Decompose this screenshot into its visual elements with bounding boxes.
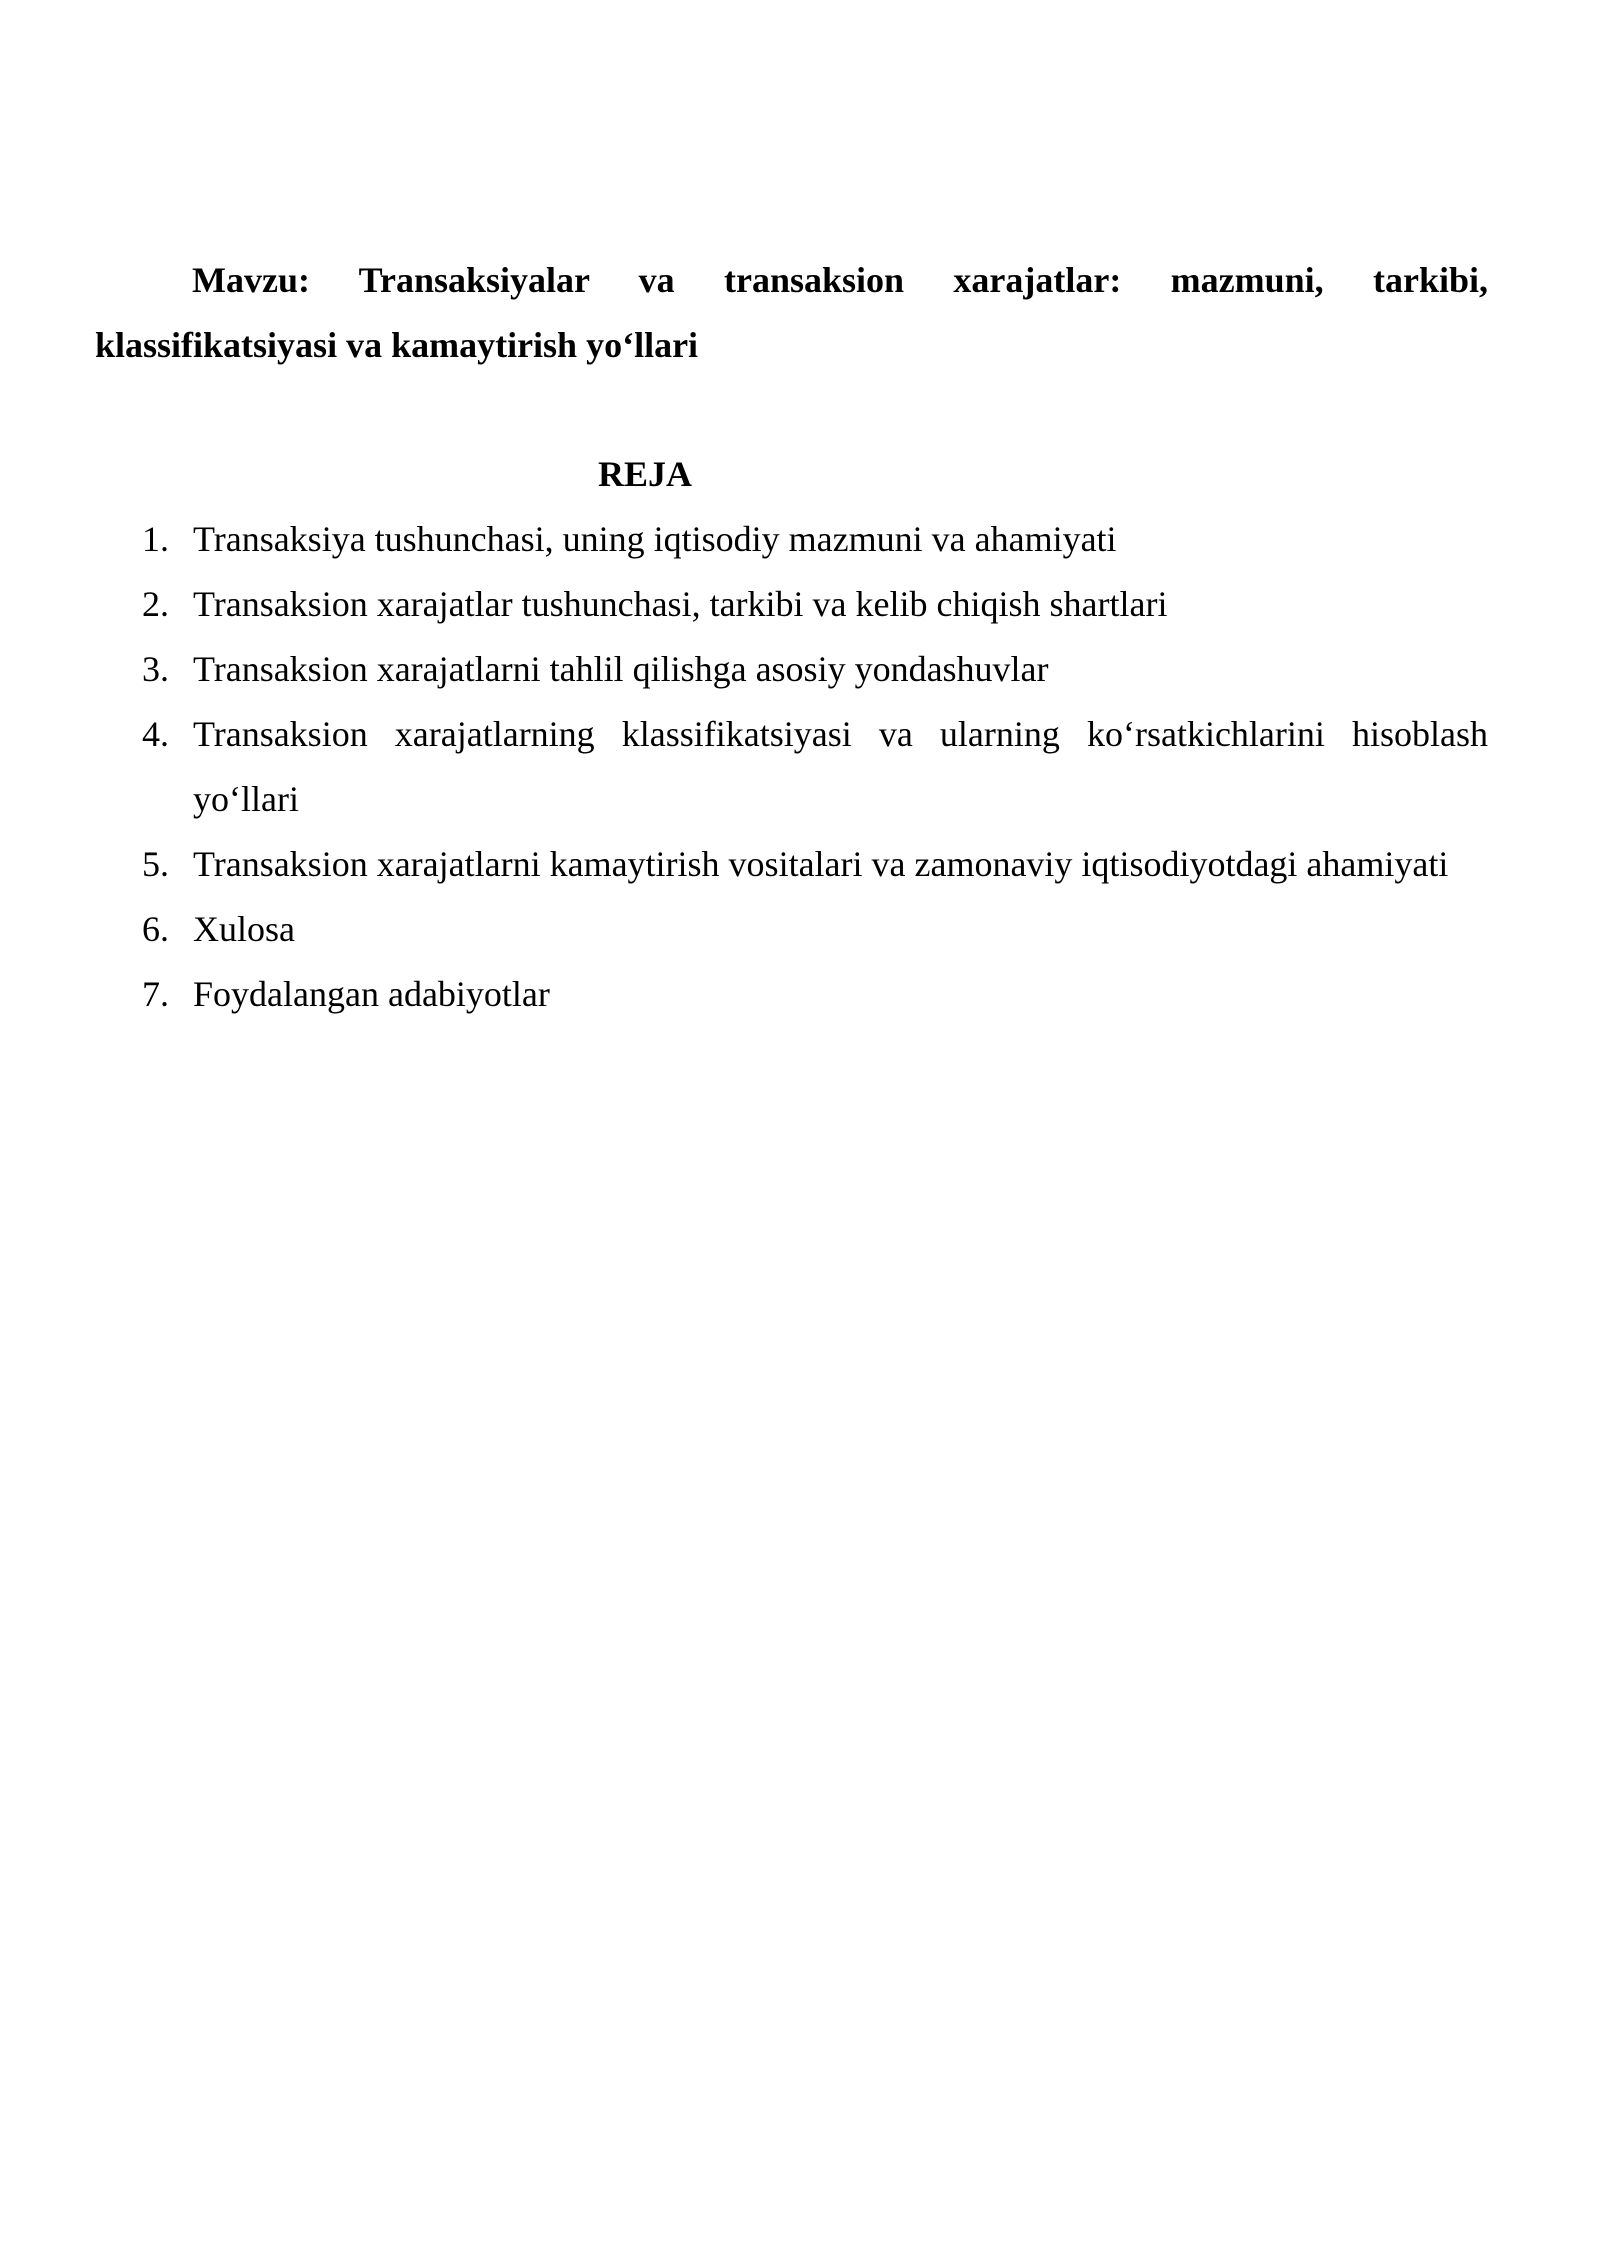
- plan-list: [95, 507, 1488, 1027]
- plan-item-text: Transaksion xarajatlarni kamaytirish vositalari va zamonaviy iqtisodiyotdagi ahamiyati: [193, 844, 1449, 884]
- plan-title: REJA: [597, 454, 692, 494]
- plan-item-text: Transaksion xarajatlarning klassifikatsiyasi va ularning ko‘rsatkichlarini hisoblash yo‘llari: [193, 714, 1488, 819]
- plan-item-5: [95, 832, 1488, 897]
- plan-item-number: 2.: [142, 584, 169, 624]
- plan-item-3: [95, 637, 1488, 702]
- plan-item-number: 3.: [142, 649, 169, 689]
- plan-item-number: 5.: [142, 844, 169, 884]
- plan-item-number: 1.: [142, 519, 169, 559]
- plan-item-2: [95, 572, 1488, 637]
- plan-item-4: [95, 702, 1488, 832]
- plan-item-1: [95, 507, 1488, 572]
- plan-item-number: 4.: [142, 714, 169, 754]
- plan-item-number: 7.: [142, 974, 169, 1014]
- plan-item-text: Xulosa: [193, 909, 295, 949]
- plan-item-text: Transaksion xarajatlar tushunchasi, tarkibi va kelib chiqish shartlari: [193, 584, 1168, 624]
- plan-item-text: Transaksiya tushunchasi, uning iqtisodiy mazmuni va ahamiyati: [193, 519, 1117, 559]
- plan-item-text: Foydalangan adabiyotlar: [193, 974, 550, 1014]
- plan-item-number: 6.: [142, 909, 169, 949]
- plan-item-7: [95, 962, 1488, 1027]
- document-topic: Mavzu: Transaksiyalar va transaksion xarajatlar: mazmuni, tarkibi, klassifikatsiyasi va kamaytirish yo‘llari: [95, 260, 1488, 365]
- plan-item-6: [95, 897, 1488, 962]
- plan-item-text: Transaksion xarajatlarni tahlil qilishga asosiy yondashuvlar: [193, 649, 1049, 689]
